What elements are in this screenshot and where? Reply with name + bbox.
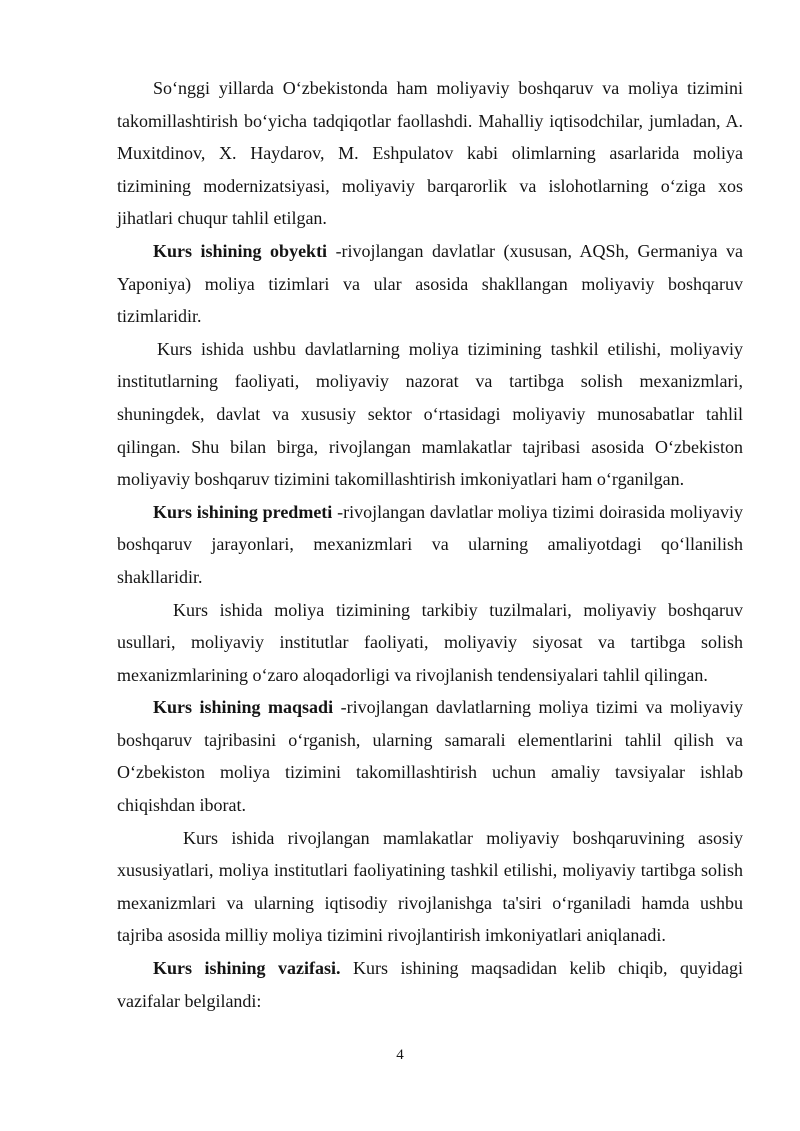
paragraph-text: So‘nggi yillarda O‘zbekistonda ham moliyaviy boshqaruv va moliya tizimini takomillashtirish bo‘yicha tadqiqotlar faollashdi. Mahalliy iqtisodchilar, jumladan, A. Muxitdinov, X. Haydarov, M. Eshpulatov kabi olimlarning asarlarida moliya tizimining modernizatsiyasi, moliyaviy barqarorlik va islohotlarning o‘ziga xos jihatlari chuqur tahlil etilgan. bbox=[117, 78, 743, 229]
paragraph-subject-detail bbox=[117, 594, 743, 692]
paragraph-subject bbox=[117, 496, 743, 594]
paragraph-object bbox=[117, 235, 743, 333]
paragraph-text: -rivojlangan davlatlar (xususan, AQSh, Germaniya va Yaponiya) moliya tizimlari va ular asosida shakllangan moliyaviy boshqaruv tizimlaridir. bbox=[117, 240, 743, 327]
paragraph-goal bbox=[117, 691, 743, 821]
paragraph-lead: Kurs ishining predmeti bbox=[153, 501, 333, 522]
page-number: 4 bbox=[396, 1047, 404, 1063]
paragraph-text: Kurs ishida rivojlangan mamlakatlar moliyaviy boshqaruvining asosiy xususiyatlari, moliya institutlari faoliyatining tashkil etilishi, moliyaviy tartibga solish mexanizmlari va ularning iqtisodiy rivojlanishga ta'siri o‘rganiladi hamda ushbu tajriba asosida milliy moliya tizimini rivojlantirish imkoniyatlari aniqlanadi. bbox=[117, 827, 743, 946]
body-text bbox=[117, 72, 743, 1017]
paragraph-text: Kurs ishida moliya tizimining tarkibiy tuzilmalari, moliyaviy boshqaruv usullari, moliyaviy institutlar faoliyati, moliyaviy siyosat va tartibga solish mexanizmlarining o‘zaro aloqadorligi va rivojlanish tendensiyalari tahlil qilingan. bbox=[117, 599, 743, 685]
paragraph-lead: Kurs ishining vazifasi. bbox=[153, 958, 341, 979]
paragraph-goal-detail bbox=[117, 822, 743, 952]
paragraph-object-detail bbox=[117, 333, 743, 496]
paragraph-text: -rivojlangan davlatlarning moliya tizimi va moliyaviy boshqaruv tajribasini o‘rganish, ularning samarali elementlarini tahlil qilish va O‘zbekiston moliya tizimini takomillashtirish uchun amaliy tavsiyalar ishlab chiqishdan iborat. bbox=[117, 697, 743, 816]
paragraph-local-research bbox=[117, 72, 743, 235]
paragraph-tasks bbox=[117, 952, 743, 1017]
paragraph-text: -rivojlangan davlatlar moliya tizimi doirasida moliyaviy boshqaruv jarayonlari, mexanizmlari va ularning amaliyotdagi qo‘llanilish shakllaridir. bbox=[117, 501, 743, 587]
paragraph-text: Kurs ishida ushbu davlatlarning moliya tizimining tashkil etilishi, moliyaviy institutlarning faoliyati, moliyaviy nazorat va tartibga solish mexanizmlari, shuningdek, davlat va xususiy sektor o‘rtasidagi moliyaviy munosabatlar tahlil qilingan. Shu bilan birga, rivojlangan mamlakatlar tajribasi asosida O‘zbekiston moliyaviy boshqaruv tizimini takomillashtirish imkoniyatlari ham o‘rganilgan. bbox=[117, 338, 743, 490]
paragraph-text: Kurs ishining maqsadidan kelib chiqib, quyidagi vazifalar belgilandi: bbox=[117, 958, 743, 1011]
paragraph-lead: Kurs ishining maqsadi bbox=[153, 697, 334, 718]
paragraph-lead: Kurs ishining obyekti bbox=[153, 240, 328, 261]
